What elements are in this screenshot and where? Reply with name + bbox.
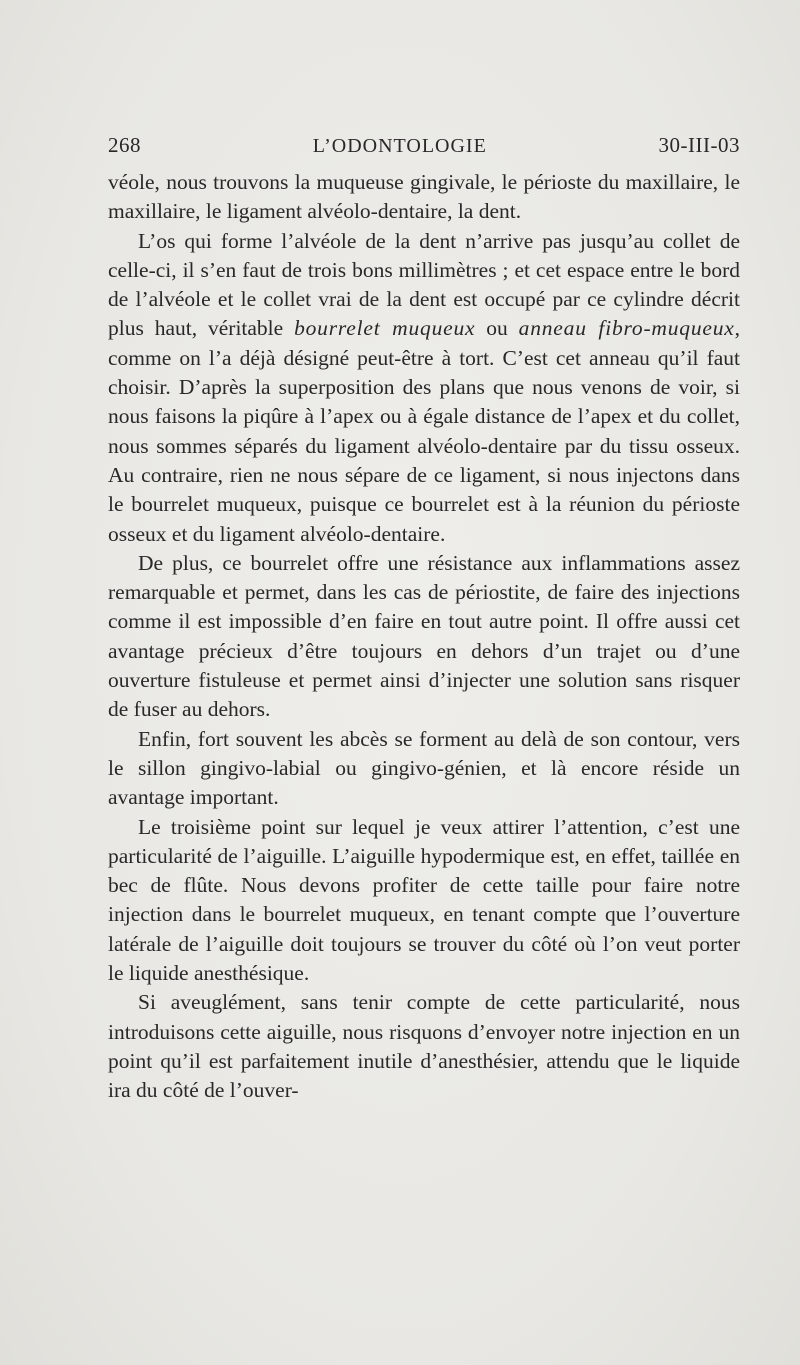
paragraph-6: Si aveuglément, sans tenir compte de cette particularité, nous introduisons cette aiguille, nous risquons d’envoyer notre injection en un point qu’il est parfaitement inutile d’anesthésier, attendu que le liquide ira du côté de l’ouver- xyxy=(108,990,740,1103)
paragraph-2 xyxy=(108,227,740,549)
paragraph-4: Enfin, fort souvent les abcès se forment au delà de son contour, vers le sillon gingivo-labial ou gingivo-génien, et là encore réside un avantage important. xyxy=(108,726,740,810)
term-anneau-fibro-muqueux: anneau fibro-muqueux xyxy=(518,316,735,341)
term-bourrelet-muqueux: bourrelet muqueux xyxy=(294,316,476,341)
issue-date: 30-III-03 xyxy=(658,133,740,157)
journal-title: L’ODONTOLOGIE xyxy=(312,135,487,157)
paragraph-1: véole, nous trouvons la muqueuse gingivale, le périoste du maxillaire, le maxillaire, le ligament alvéolo-dentaire, la dent. xyxy=(108,170,740,224)
paragraph-3: De plus, ce bourrelet offre une résistance aux inflammations assez remarquable et permet, dans les cas de périostite, de faire des injections comme il est impossible d’en faire en tout autre point. Il offre aussi cet avantage précieux d’être toujours en dehors d’un trajet ou d’une ouverture fistuleuse et permet ainsi d’injecter une solution sans risquer de fuser au dehors. xyxy=(108,550,740,722)
body-text xyxy=(108,168,740,1106)
paragraph-5: Le troisième point sur lequel je veux attirer l’attention, c’est une particularité de l’aiguille. L’aiguille hypodermique est, en effet, taillée en bec de flûte. Nous devons profiter de cette taille pour faire notre injection dans le bourrelet muqueux, en tenant compte que l’ouverture latérale de l’aiguille doit toujours se trouver du côté où l’on veut porter le liquide anesthésique. xyxy=(108,814,740,986)
running-head xyxy=(108,133,740,163)
page-number: 268 xyxy=(108,133,141,157)
paragraph-2-text-a: L’os qui forme l’alvéole de la dent n’arrive pas jusqu’au collet de celle-ci, il s’en faut de trois bons millimètres ; et cet espace entre le bord de l’alvéole et le collet vrai de la dent est occupé par ce cylindre décrit plus haut, véritable xyxy=(108,228,740,341)
paragraph-2-text-c: , comme on l’a déjà désigné peut-être à tort. C’est cet anneau qu’il faut choisir. D’après la superposition des plans que nous venons de voir, si nous faisons la piqûre à l’apex ou à égale distance de l’apex et du collet, nous sommes séparés du ligament alvéolo-dentaire par du tissu osseux. Au contraire, rien ne nous sépare de ce ligament, si nous injectons dans le bourrelet muqueux, puisque ce bourrelet est à la réunion du périoste osseux et du ligament alvéolo-dentaire. xyxy=(108,316,740,546)
paragraph-2-text-b: ou xyxy=(475,316,519,341)
